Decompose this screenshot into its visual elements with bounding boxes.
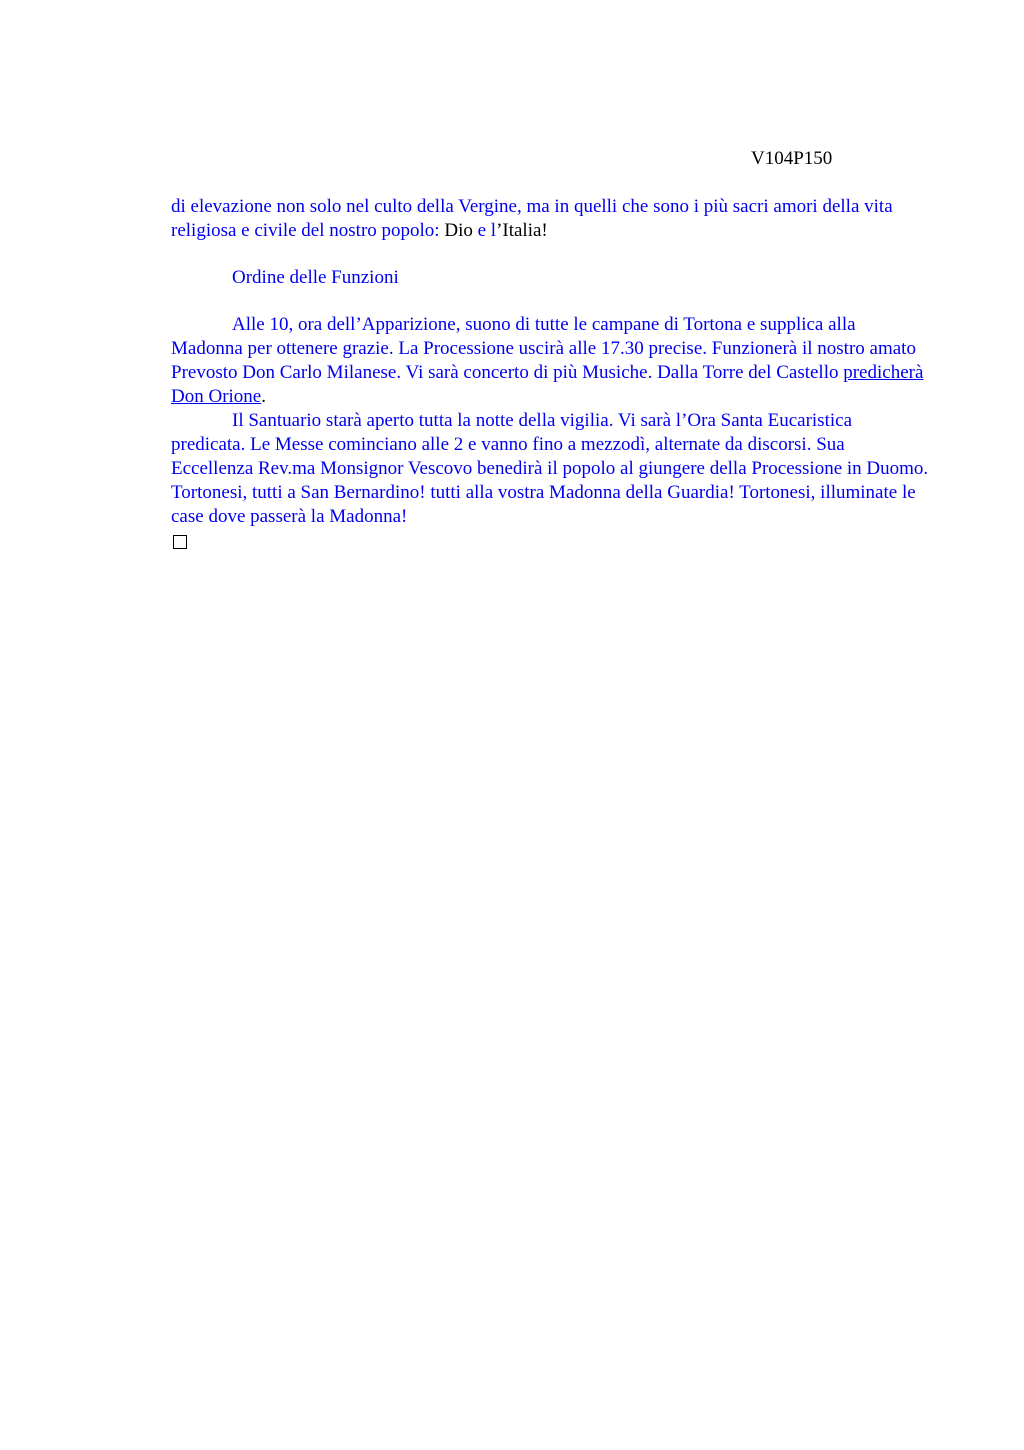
spacer — [171, 290, 931, 313]
underlined-text: predicherà Don Orione — [171, 362, 924, 407]
paragraph-schedule — [171, 313, 931, 409]
paragraph-text: . — [261, 386, 266, 407]
paragraph-vigil: Il Santuario starà aperto tutta la notte della vigilia. Vi sarà l’Ora Santa Eucaristica predicata. Le Messe cominciano alle 2 e vanno fino a mezzodì, alternate da discorsi. Sua Eccellenza Rev.ma Monsignor Vescovo benedirà il popolo al giungere della Processione in Duomo. Tortonesi, tutti a San Bernardino! tutti alla vostra Madonna della Guardia! Tortonesi, illuminate le case dove passerà la Madonna! — [171, 410, 929, 527]
section-heading: Ordine delle Funzioni — [232, 267, 399, 288]
paragraph-continuation — [171, 195, 931, 243]
paragraph-text: e l — [472, 220, 497, 241]
page-id: V104P150 — [751, 148, 833, 169]
word-italia: ’Italia! — [496, 220, 548, 241]
paragraph-text: Alle 10, ora dell’Apparizione, suono di tutte le campane di Tortona e supplica alla Madonna per ottenere grazie. La Processione uscirà alle 17.30 precise. Funzionerà il nostro amato Prevosto Don Carlo Milanese. Vi sarà concerto di più Musiche. Dalla Torre del Castello — [171, 314, 916, 383]
word-dio: Dio — [444, 220, 473, 241]
spacer — [171, 243, 931, 266]
checkbox-icon — [173, 535, 187, 549]
paragraph-text: di elevazione non solo nel culto della Vergine, ma in quelli che sono i più sacri amori della vita religiosa e civile del nostro popolo: — [171, 196, 893, 241]
document-body — [171, 195, 931, 549]
